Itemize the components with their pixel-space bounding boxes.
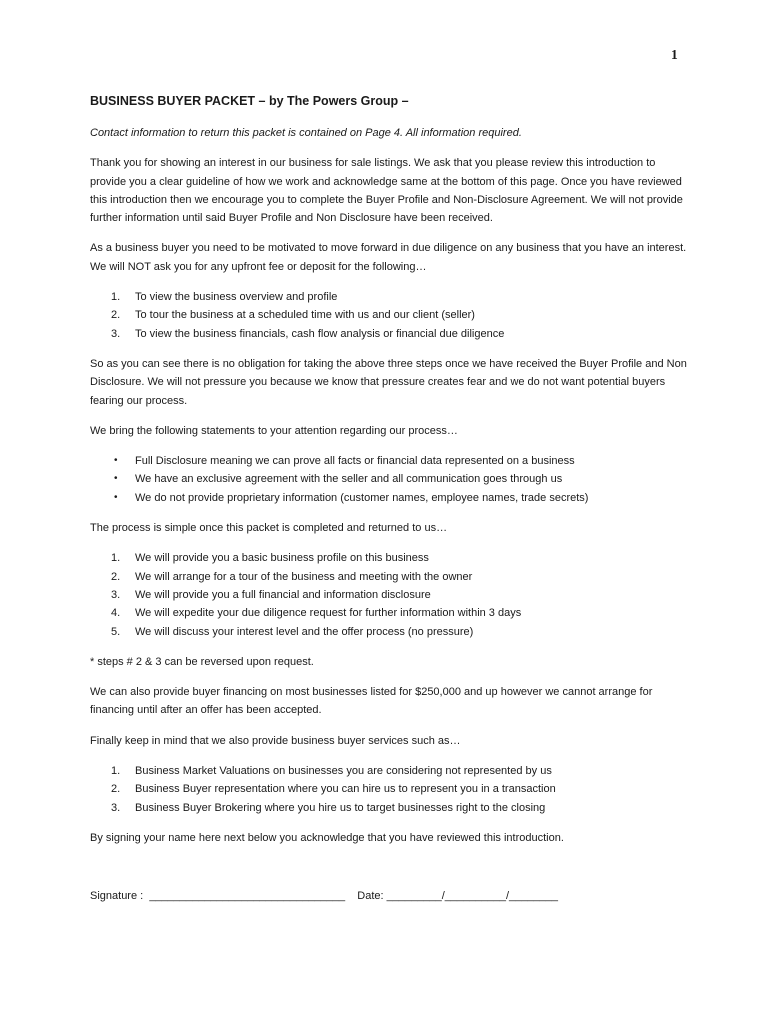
list-item-text: Full Disclosure meaning we can prove all facts or financial data represented on a business xyxy=(135,455,575,468)
list-item xyxy=(90,623,690,641)
list-item xyxy=(90,549,690,567)
contact-note: Contact information to return this packet is contained on Page 4. All information required. xyxy=(90,127,522,139)
list-item xyxy=(90,306,690,324)
list-marker: 3. xyxy=(111,588,121,601)
list-item-text: We will expedite your due diligence request for further information within 3 days xyxy=(135,607,522,620)
list-marker: 2. xyxy=(111,570,121,583)
list-marker: 1. xyxy=(111,291,121,304)
list-item xyxy=(90,604,690,622)
page-title: BUSINESS BUYER PACKET – by The Powers Group – xyxy=(90,94,409,108)
free-steps-list xyxy=(90,288,690,343)
statements-list xyxy=(90,452,690,507)
process-steps-list xyxy=(90,549,690,640)
list-item xyxy=(90,568,690,586)
list-item xyxy=(90,288,690,306)
list-marker: • xyxy=(114,473,118,485)
signature-date-line[interactable]: Signature : ________________________________ Date: _________/__________/________ xyxy=(90,890,558,903)
list-item-text: We will provide you a full financial and information disclosure xyxy=(135,588,431,601)
process-intro: The process is simple once this packet is completed and returned to us… xyxy=(90,522,448,535)
intro-paragraph: Thank you for showing an interest in our business for sale listings. We ask that you please review this introduction to provide you a clear guideline of how we work and acknowledge same at the bottom of this page. Once you have reviewed this introduction then we encourage you to complete the Buyer Profile and Non-Disclosure Agreement. We will not provide further information until said Buyer Profile and Non Disclosure have been received. xyxy=(90,157,683,225)
steps-note: * steps # 2 & 3 can be reversed upon request. xyxy=(90,655,314,668)
list-marker: 1. xyxy=(111,552,121,565)
list-marker: 3. xyxy=(111,801,121,814)
list-item-text: Business Buyer representation where you can hire us to represent you in a transaction xyxy=(135,783,556,796)
financing-paragraph: We can also provide buyer financing on most businesses listed for $250,000 and up however we cannot arrange for financing until after an offer has been accepted. xyxy=(90,686,653,717)
page-number: 1 xyxy=(671,47,678,62)
list-marker: • xyxy=(114,455,118,467)
list-marker: 3. xyxy=(111,327,121,340)
statements-intro: We bring the following statements to your attention regarding our process… xyxy=(90,424,458,437)
list-item-text: To view the business overview and profile xyxy=(135,291,338,304)
list-item-text: We have an exclusive agreement with the seller and all communication goes through us xyxy=(135,473,563,486)
list-item-text: We will discuss your interest level and the offer process (no pressure) xyxy=(135,625,474,638)
list-marker: 2. xyxy=(111,309,121,322)
obligation-paragraph: So as you can see there is no obligation for taking the above three steps once we have received the Buyer Profile and Non Disclosure. We will not pressure you because we know that pressure creates fear and we do not want potential buyers fearing our process. xyxy=(90,357,687,407)
list-marker: 2. xyxy=(111,783,121,796)
list-item-text: We will arrange for a tour of the business and meeting with the owner xyxy=(135,570,473,583)
list-item-text: To view the business financials, cash flow analysis or financial due diligence xyxy=(135,327,505,340)
list-item-text: Business Market Valuations on businesses you are considering not represented by us xyxy=(135,765,552,778)
list-marker: 1. xyxy=(111,765,121,778)
acknowledge-paragraph: By signing your name here next below you acknowledge that you have reviewed this introduction. xyxy=(90,831,564,844)
list-item xyxy=(90,325,690,343)
list-item-text: To tour the business at a scheduled time with us and our client (seller) xyxy=(135,309,475,322)
list-item xyxy=(90,799,690,817)
list-item xyxy=(90,762,690,780)
list-marker: • xyxy=(114,491,118,503)
motivation-paragraph: As a business buyer you need to be motivated to move forward in due diligence on any business that you have an interest. We will NOT ask you for any upfront fee or deposit for the following… xyxy=(90,242,687,273)
list-item-text: We do not provide proprietary information (customer names, employee names, trade secrets) xyxy=(135,491,589,504)
list-item xyxy=(90,452,690,470)
list-item-text: Business Buyer Brokering where you hire us to target businesses right to the closing xyxy=(135,801,546,814)
list-item xyxy=(90,780,690,798)
list-item-text: We will provide you a basic business profile on this business xyxy=(135,552,429,565)
services-list xyxy=(90,762,690,817)
list-item xyxy=(90,470,690,488)
list-marker: 5. xyxy=(111,625,121,638)
list-item xyxy=(90,489,690,507)
list-item xyxy=(90,586,690,604)
list-marker: 4. xyxy=(111,607,121,620)
services-intro: Finally keep in mind that we also provide business buyer services such as… xyxy=(90,734,461,747)
document-body xyxy=(90,90,690,906)
